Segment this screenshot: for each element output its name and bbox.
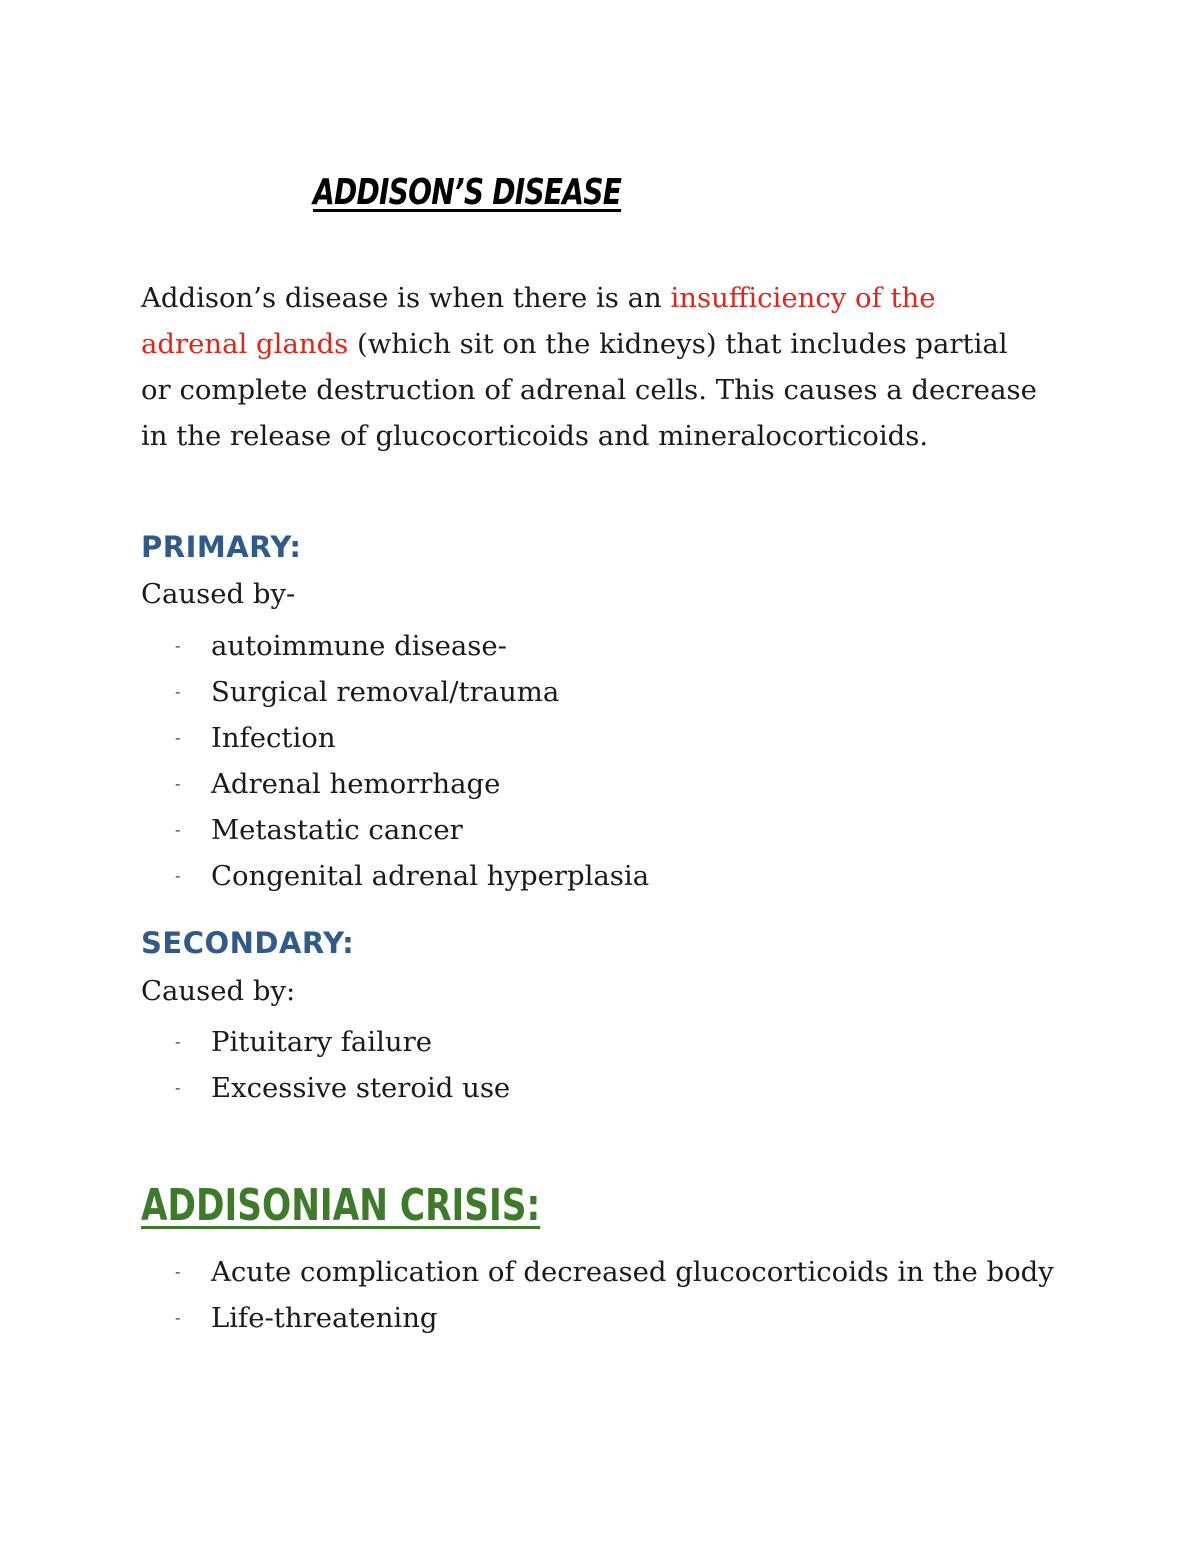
list-item bbox=[0, 761, 1091, 807]
dash-bullet: - bbox=[175, 682, 181, 701]
dash-bullet: - bbox=[175, 820, 181, 839]
list-item-text: Life-threatening bbox=[211, 1302, 438, 1334]
dash-bullet: - bbox=[175, 1078, 181, 1097]
list-item bbox=[0, 1065, 1091, 1111]
primary-caused-label: Caused by- bbox=[141, 578, 296, 610]
primary-causes-list bbox=[0, 623, 1091, 899]
intro-highlight: insufficiency of the adrenal glands bbox=[141, 282, 936, 360]
secondary-causes-list bbox=[0, 1019, 1091, 1111]
intro-text-start: Addison’s disease is when there is an bbox=[141, 282, 671, 314]
list-item-text: Acute complication of decreased glucocorticoids in the body bbox=[211, 1256, 1054, 1288]
list-item bbox=[0, 853, 1091, 899]
list-item-text: Surgical removal/trauma bbox=[211, 676, 560, 708]
secondary-caused-label: Caused by: bbox=[141, 975, 296, 1007]
list-item-text: Excessive steroid use bbox=[211, 1072, 511, 1104]
dash-bullet: - bbox=[175, 636, 181, 655]
dash-bullet: - bbox=[175, 728, 181, 747]
page-title: ADDISON’S DISEASE bbox=[313, 172, 622, 214]
list-item-text: Congenital adrenal hyperplasia bbox=[211, 860, 650, 892]
list-item bbox=[0, 807, 1091, 853]
list-item bbox=[0, 1249, 1091, 1295]
list-item-text: Pituitary failure bbox=[211, 1026, 433, 1058]
crisis-heading: ADDISONIAN CRISIS: bbox=[141, 1180, 541, 1231]
dash-bullet: - bbox=[175, 1308, 181, 1327]
list-item bbox=[0, 623, 1091, 669]
list-item-text: autoimmune disease- bbox=[211, 630, 507, 662]
list-item-text: Metastatic cancer bbox=[211, 814, 463, 846]
list-item-text: Adrenal hemorrhage bbox=[211, 768, 501, 800]
list-item-text: Infection bbox=[211, 722, 336, 754]
list-item bbox=[0, 1019, 1091, 1065]
list-item bbox=[0, 715, 1091, 761]
crisis-list bbox=[0, 1249, 1091, 1341]
dash-bullet: - bbox=[175, 1262, 181, 1281]
dash-bullet: - bbox=[175, 774, 181, 793]
list-item bbox=[0, 1295, 1091, 1341]
intro-paragraph bbox=[141, 275, 1041, 459]
intro-text-end: (which sit on the kidneys) that includes partial or complete destruction of adrenal cells. This causes a decrease in the release of glucocorticoids and mineralocorticoids. bbox=[141, 328, 1037, 452]
primary-heading: PRIMARY: bbox=[141, 530, 302, 564]
dash-bullet: - bbox=[175, 1032, 181, 1051]
secondary-heading: SECONDARY: bbox=[141, 926, 355, 960]
dash-bullet: - bbox=[175, 866, 181, 885]
list-item bbox=[0, 669, 1091, 715]
